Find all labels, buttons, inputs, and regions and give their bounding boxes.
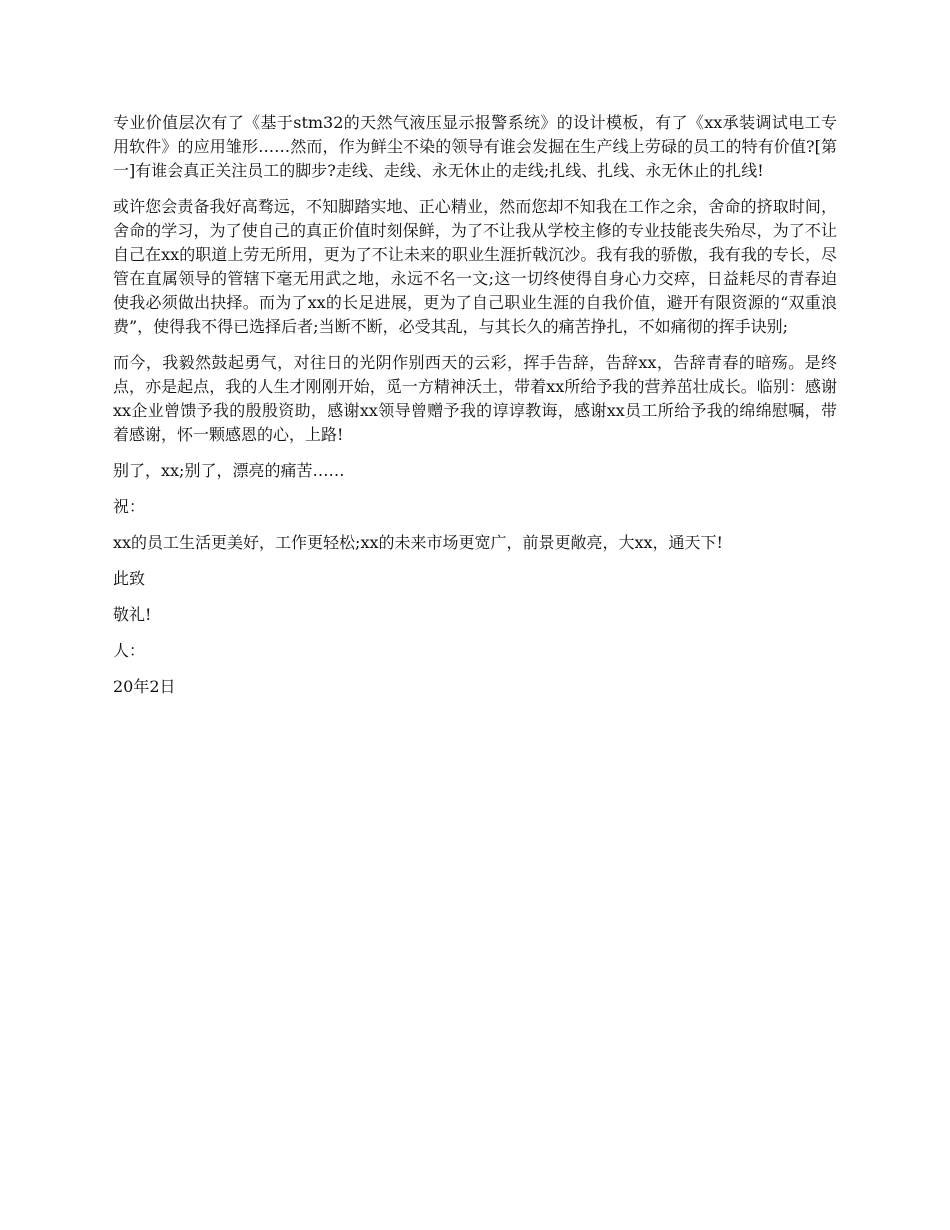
paragraph-value-statement: 专业价值层次有了《基于stm32的天然气液压显示报警系统》的设计模板，有了《xx承装调试电工专用软件》的应用雏形……然而，作为鲜尘不染的领导有谁会发掘在生产线上劳碌的员工的特有价值?[第一]有谁会真正关注员工的脚步?走线、走线、永无休止的走线;扎线、扎线、永无休止的扎线! xyxy=(113,113,837,180)
paragraph-reasons: 或许您会责备我好高骛远，不知脚踏实地、正心精业，然而您却不知我在工作之余，舍命的挤取时间，舍命的学习，为了使自己的真正价值时刻保鲜，为了不让我从学校主修的专业技能丧失殆尽，为了不让自己在xx的职道上劳无所用，更为了不让未来的职业生涯折戟沉沙。我有我的骄傲，我有我的专长，尽管在直属领导的管辖下毫无用武之地，永远不名一文;这一切终使得自身心力交瘁，日益耗尽的青春迫使我必须做出抉择。而为了xx的长足进展，更为了自己职业生涯的自我价值，避开有限资源的“双重浪费”，使得我不得已选择后者;当断不断，必受其乱，与其长久的痛苦挣扎，不如痛彻的挥手诀别; xyxy=(113,197,837,336)
paragraph-wishes: xx的员工生活更美好，工作更轻松;xx的未来市场更宽广，前景更敞亮，大xx，通天下! xyxy=(113,533,723,552)
paragraph-goodbye: 别了，xx;别了，漂亮的痛苦…… xyxy=(113,461,345,480)
paragraph-wish-heading: 祝： xyxy=(113,497,146,516)
document-body xyxy=(113,111,837,711)
paragraph-closing: 此致 xyxy=(113,569,146,588)
paragraph-salute: 敬礼! xyxy=(113,605,152,624)
paragraph-farewell-thanks: 而今，我毅然鼓起勇气，对往日的光阴作别西天的云彩，挥手告辞，告辞xx，告辞青春的暗殇。是终点，亦是起点，我的人生才刚刚开始，觅一方精神沃土，带着xx所给予我的营养茁壮成长。临别：感谢xx企业曾馈予我的殷殷资助，感谢xx领导曾赠予我的谆谆教诲，感谢xx员工所给予我的绵绵慰嘱，带着感谢，怀一颗感恩的心，上路! xyxy=(113,353,837,444)
paragraph-signature: 人： xyxy=(113,641,146,660)
paragraph-date: 20年2日 xyxy=(113,677,176,696)
